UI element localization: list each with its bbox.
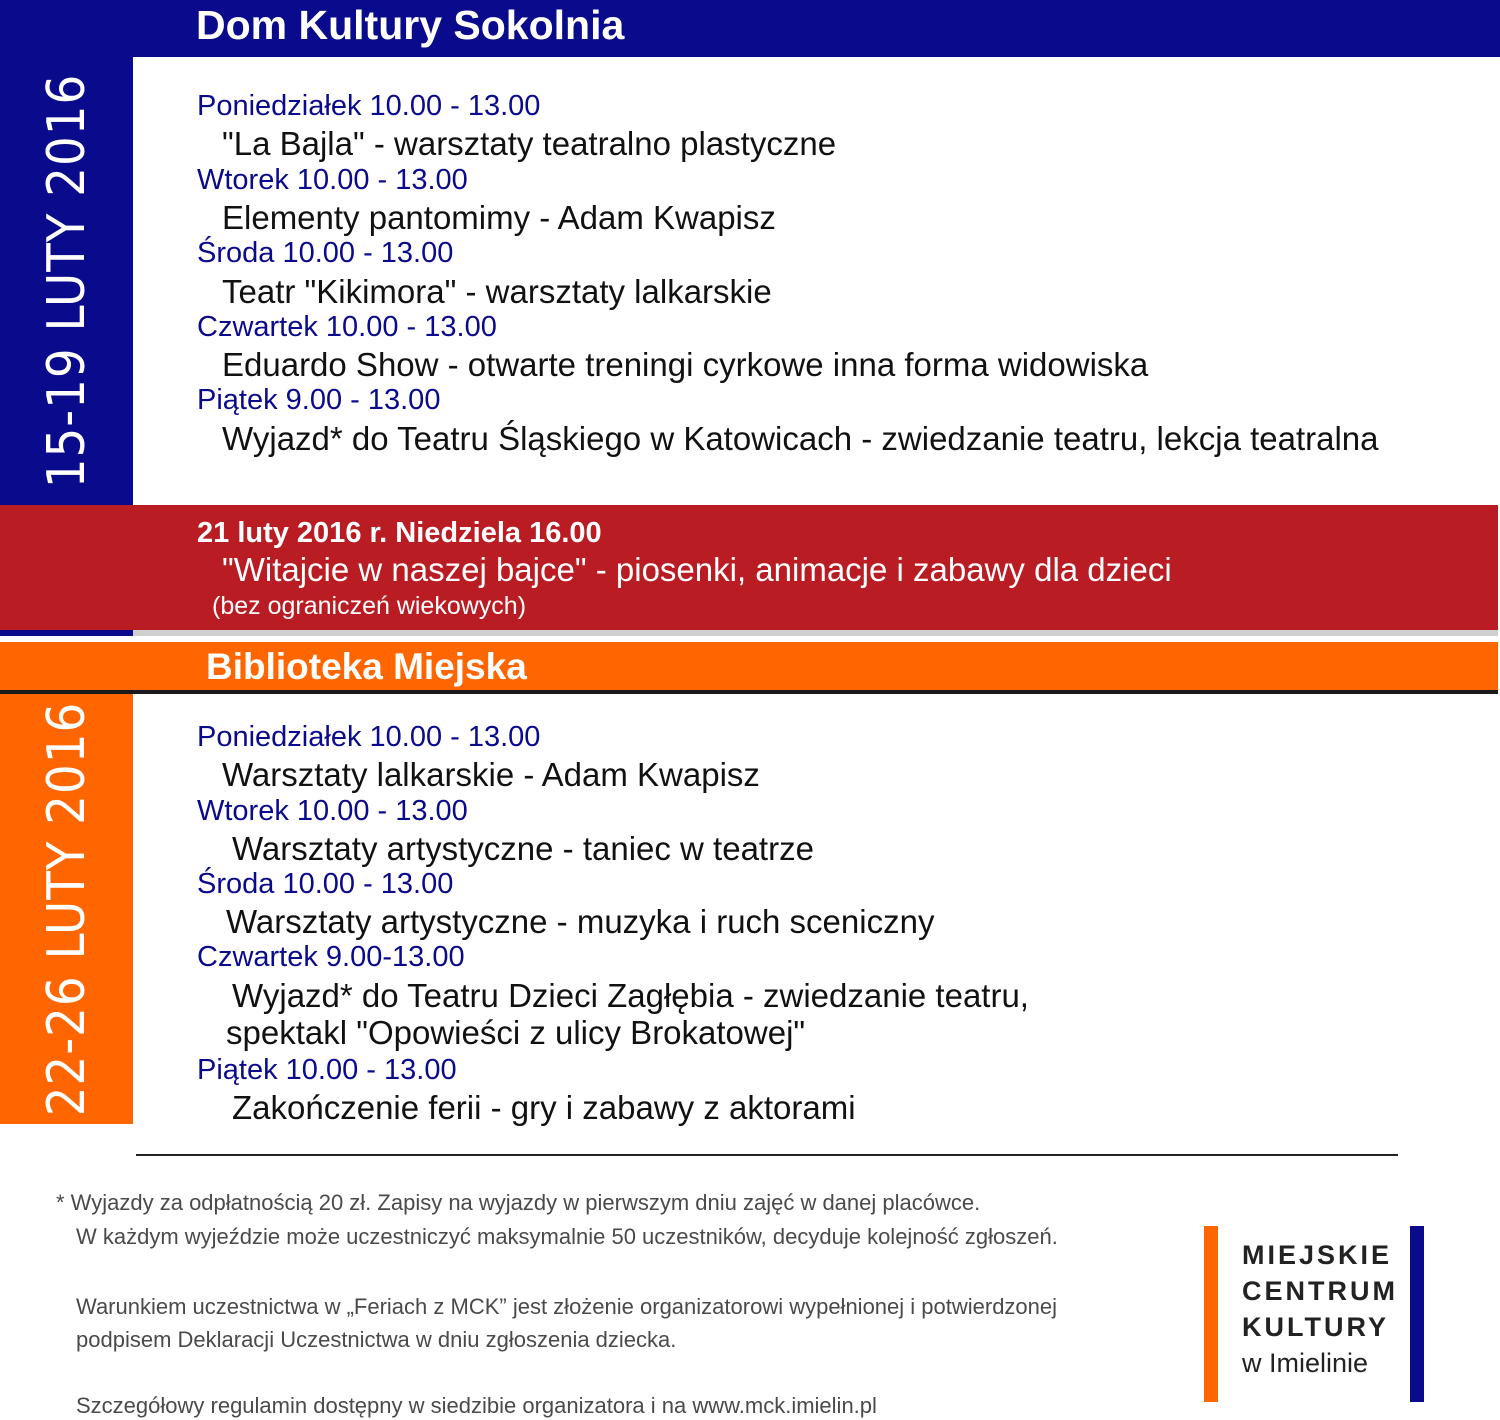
section1-activity-monday: "La Bajla" - warsztaty teatralno plastyczne xyxy=(222,125,837,162)
section2-activity-wednesday: Warsztaty artystyczne - muzyka i ruch sceniczny xyxy=(226,903,935,940)
logo-text-w-imielinie: w Imielinie xyxy=(1242,1348,1369,1378)
section2-title: Biblioteka Miejska xyxy=(206,646,527,687)
logo-text-centrum: CENTRUM xyxy=(1242,1276,1398,1306)
section1-activity-thursday: Eduardo Show - otwarte treningi cyrkowe inna forma widowiska xyxy=(222,346,1149,383)
section2-date-sidebar xyxy=(0,694,133,1124)
section1-title: Dom Kultury Sokolnia xyxy=(196,2,625,48)
footer-line-5: Szczegółowy regulamin dostępny w siedzibie organizatora i na www.mck.imielin.pl xyxy=(76,1393,877,1418)
section2-header-divider xyxy=(0,690,1498,694)
section2-day-monday: Poniedziałek 10.00 - 13.00 xyxy=(197,721,541,753)
event-text: "Witajcie w naszej bajce" - piosenki, animacje i zabawy dla dzieci xyxy=(222,551,1172,588)
event-band-shadow xyxy=(0,630,1498,636)
section1-date-vertical: 15-19 LUTY 2016 xyxy=(36,73,97,489)
logo-right-bracket xyxy=(1410,1226,1424,1402)
footer-line-4: podpisem Deklaracji Uczestnictwa w dniu zgłoszenia dziecka. xyxy=(76,1327,677,1352)
section2-activity-friday: Zakończenie ferii - gry i zabawy z aktorami xyxy=(232,1089,856,1126)
section2-day-tuesday: Wtorek 10.00 - 13.00 xyxy=(197,795,468,827)
section1-date-sidebar xyxy=(0,57,133,505)
event-band-accent xyxy=(0,630,133,636)
section1-activity-friday: Wyjazd* do Teatru Śląskiego w Katowicach - zwiedzanie teatru, lekcja teatralna xyxy=(222,420,1379,457)
logo-left-bracket xyxy=(1204,1226,1218,1402)
section1-day-wednesday: Środa 10.00 - 13.00 xyxy=(197,237,454,269)
section2-day-friday: Piątek 10.00 - 13.00 xyxy=(197,1054,457,1086)
section1-activity-tuesday: Elementy pantomimy - Adam Kwapisz xyxy=(222,199,776,236)
section2-date-vertical: 22-26 LUTY 2016 xyxy=(36,701,97,1117)
event-title: 21 luty 2016 r. Niedziela 16.00 xyxy=(197,517,602,549)
logo-text-kultury: KULTURY xyxy=(1242,1312,1389,1342)
section2-day-wednesday: Środa 10.00 - 13.00 xyxy=(197,868,454,900)
section2-activity-thursday-line2: spektakl "Opowieści z ulicy Brokatowej" xyxy=(226,1014,806,1051)
section1-day-thursday: Czwartek 10.00 - 13.00 xyxy=(197,311,497,343)
section1-day-monday: Poniedziałek 10.00 - 13.00 xyxy=(197,90,541,122)
mck-logo xyxy=(1204,1226,1424,1402)
section2-day-thursday: Czwartek 9.00-13.00 xyxy=(197,941,465,973)
section1-activity-wednesday: Teatr "Kikimora" - warsztaty lalkarskie xyxy=(222,273,772,310)
section2-activity-monday: Warsztaty lalkarskie - Adam Kwapisz xyxy=(222,756,760,793)
footer-line-3: Warunkiem uczestnictwa w „Feriach z MCK” jest złożenie organizatorowi wypełnionej i potwierdzonej xyxy=(76,1294,1058,1319)
logo-text-miejskie: MIEJSKIE xyxy=(1242,1240,1393,1270)
footer-line-2: W każdym wyjeździe może uczestniczyć maksymalnie 50 uczestników, decyduje kolejność zgłoszeń. xyxy=(76,1224,1058,1249)
section2-activity-tuesday: Warsztaty artystyczne - taniec w teatrze xyxy=(232,830,814,867)
footer-line-1: * Wyjazdy za odpłatnością 20 zł. Zapisy na wyjazdy w pierwszym dniu zajęć w danej placówce. xyxy=(56,1190,981,1215)
event-note: (bez ograniczeń wiekowych) xyxy=(212,592,527,620)
footer-divider xyxy=(136,1154,1398,1156)
section2-activity-thursday: Wyjazd* do Teatru Dzieci Zagłębia - zwiedzanie teatru, xyxy=(232,977,1029,1014)
section1-day-tuesday: Wtorek 10.00 - 13.00 xyxy=(197,164,468,196)
section1-day-friday: Piątek 9.00 - 13.00 xyxy=(197,384,441,416)
